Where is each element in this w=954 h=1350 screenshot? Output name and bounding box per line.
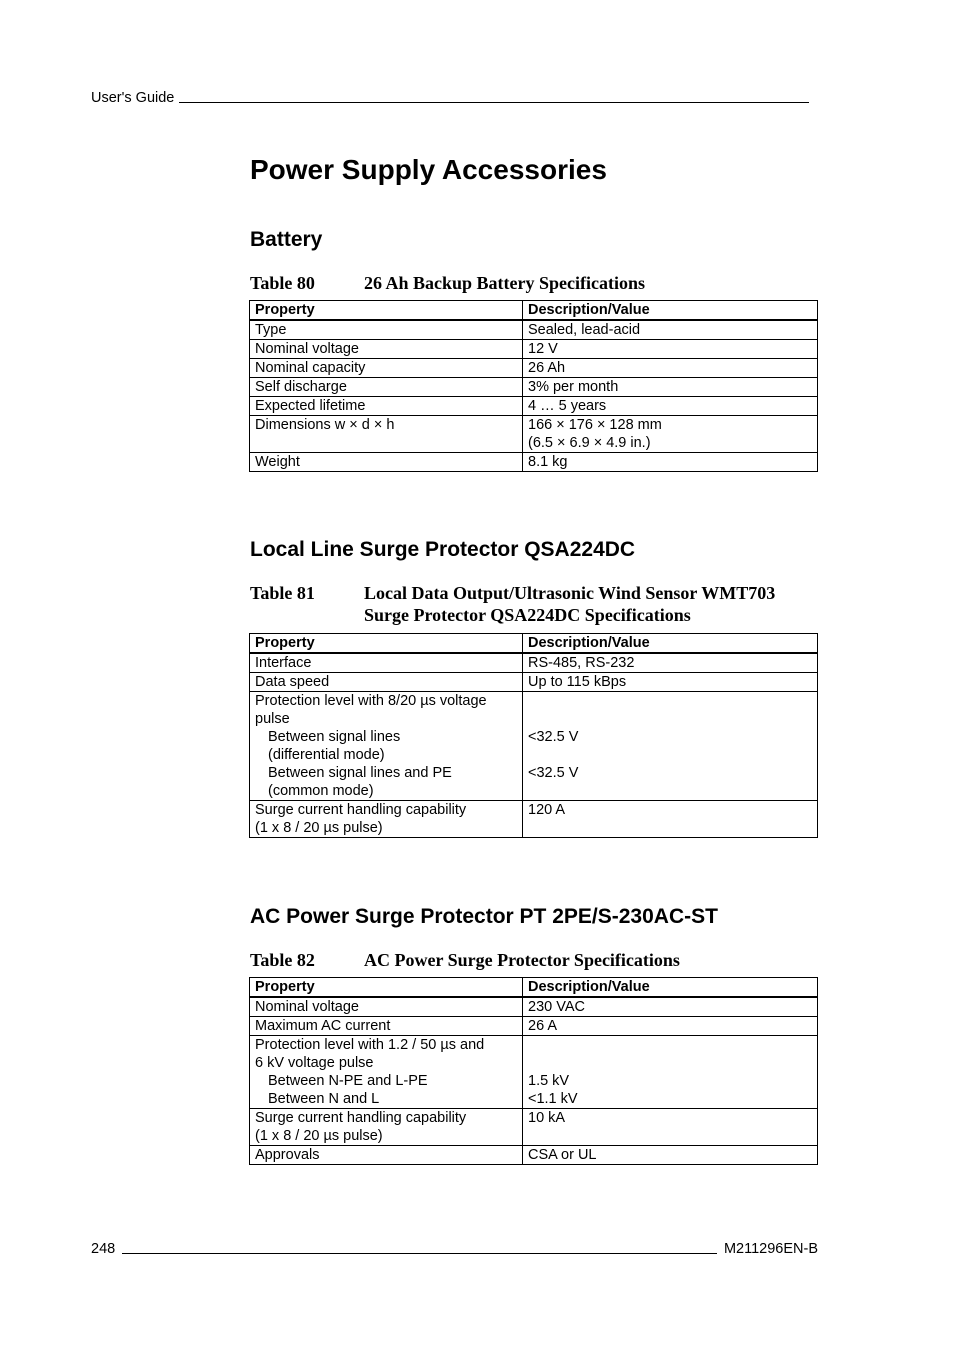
- value-cell: 3% per month: [523, 378, 818, 397]
- header-rule: [179, 102, 809, 103]
- table-row: [250, 453, 818, 472]
- property-cell: Interface: [250, 653, 523, 673]
- table-row: [250, 997, 818, 1017]
- property-line: Protection level with 8/20 µs voltage: [255, 693, 487, 709]
- property-subline: Between N-PE and L-PE: [268, 1073, 428, 1089]
- value-line: <1.1 kV: [528, 1091, 578, 1107]
- value-line: 1.5 kV: [528, 1073, 570, 1089]
- property-cell: Weight: [250, 453, 523, 472]
- table-row: [250, 1146, 818, 1165]
- property-cell: Self discharge: [250, 378, 523, 397]
- table-row: [250, 1109, 818, 1146]
- property-subline: Between signal lines: [268, 729, 401, 745]
- section-heading-ac-surge: AC Power Surge Protector PT 2PE/S-230AC-ST: [250, 905, 718, 928]
- property-cell: Approvals: [250, 1146, 523, 1165]
- table-title: 26 Ah Backup Battery Specifications: [364, 273, 646, 293]
- table-row: [250, 692, 818, 801]
- qsa224dc-spec-table: [249, 633, 818, 838]
- property-cell: Expected lifetime: [250, 397, 523, 416]
- table-header-row: [250, 301, 818, 321]
- property-line: (1 x 8 / 20 µs pulse): [255, 820, 383, 836]
- table-row: [250, 378, 818, 397]
- value-cell: 120 A: [523, 801, 818, 838]
- table-row: [250, 359, 818, 378]
- section-heading-qsa224dc: Local Line Surge Protector QSA224DC: [250, 538, 636, 561]
- page-title: Power Supply Accessories: [250, 154, 607, 185]
- value-cell: 8.1 kg: [523, 453, 818, 472]
- column-header: Property: [250, 634, 523, 654]
- value-line: 166 × 176 × 128 mm: [528, 417, 662, 433]
- header-text: User's Guide: [91, 90, 175, 106]
- value-cell: 4 … 5 years: [523, 397, 818, 416]
- column-header: Description/Value: [523, 301, 818, 321]
- property-cell: Nominal voltage: [250, 340, 523, 359]
- table-row: [250, 653, 818, 673]
- property-subline: (common mode): [268, 783, 374, 799]
- property-cell: Dimensions w × d × h: [250, 416, 523, 453]
- ac-surge-spec-table: [249, 977, 818, 1165]
- footer-rule: [122, 1253, 717, 1254]
- table-number: Table 80: [250, 273, 315, 293]
- section-heading-battery: Battery: [250, 228, 323, 251]
- table-row: [250, 1017, 818, 1036]
- table-header-row: [250, 978, 818, 998]
- value-cell: Sealed, lead-acid: [523, 320, 818, 340]
- value-line: (6.5 × 6.9 × 4.9 in.): [528, 435, 651, 451]
- table-number: Table 82: [250, 950, 315, 970]
- property-subline: (differential mode): [268, 747, 385, 763]
- property-line: pulse: [255, 711, 290, 727]
- table-row: [250, 397, 818, 416]
- table-title: Local Data Output/Ultrasonic Wind Sensor WMT703 Surge Protector QSA224DC Specifications: [364, 583, 776, 625]
- table-row: [250, 801, 818, 838]
- property-line: Surge current handling capability: [255, 802, 467, 818]
- property-subline: Between N and L: [268, 1091, 380, 1107]
- property-line: 6 kV voltage pulse: [255, 1055, 374, 1071]
- value-cell: [523, 692, 818, 801]
- table-row: [250, 673, 818, 692]
- page-number: 248: [91, 1241, 116, 1257]
- property-cell: [250, 692, 523, 801]
- column-header: Description/Value: [523, 634, 818, 654]
- property-cell: [250, 801, 523, 838]
- property-subline: Between signal lines and PE: [268, 765, 452, 781]
- column-header: Property: [250, 978, 523, 998]
- value-cell: RS-485, RS-232: [523, 653, 818, 673]
- property-cell: Maximum AC current: [250, 1017, 523, 1036]
- value-cell: 10 kA: [523, 1109, 818, 1146]
- property-cell: [250, 1109, 523, 1146]
- value-cell: Up to 115 kBps: [523, 673, 818, 692]
- table-row: [250, 416, 818, 453]
- table-row: [250, 340, 818, 359]
- property-line: Surge current handling capability: [255, 1110, 467, 1126]
- table-row: [250, 320, 818, 340]
- table-title: AC Power Surge Protector Specifications: [364, 950, 680, 970]
- table-caption-81: [250, 582, 814, 626]
- battery-spec-table: [249, 300, 818, 472]
- value-cell: 12 V: [523, 340, 818, 359]
- value-cell: 26 A: [523, 1017, 818, 1036]
- property-cell: Data speed: [250, 673, 523, 692]
- table-number: Table 81: [250, 583, 315, 603]
- value-cell: [523, 1036, 818, 1109]
- value-cell: 26 Ah: [523, 359, 818, 378]
- property-cell: Nominal voltage: [250, 997, 523, 1017]
- value-line: <32.5 V: [528, 729, 579, 745]
- property-cell: Nominal capacity: [250, 359, 523, 378]
- property-cell: [250, 1036, 523, 1109]
- running-header: [91, 90, 813, 106]
- value-line: <32.5 V: [528, 765, 579, 781]
- value-cell: CSA or UL: [523, 1146, 818, 1165]
- document-id: M211296EN-B: [723, 1241, 818, 1257]
- column-header: Property: [250, 301, 523, 321]
- column-header: Description/Value: [523, 978, 818, 998]
- running-footer: [91, 1241, 818, 1257]
- table-caption-80: [250, 272, 814, 294]
- value-cell: [523, 416, 818, 453]
- table-row: [250, 1036, 818, 1109]
- property-cell: Type: [250, 320, 523, 340]
- table-header-row: [250, 634, 818, 654]
- property-line: Protection level with 1.2 / 50 µs and: [255, 1037, 485, 1053]
- value-cell: 230 VAC: [523, 997, 818, 1017]
- property-line: (1 x 8 / 20 µs pulse): [255, 1128, 383, 1144]
- table-caption-82: [250, 949, 814, 971]
